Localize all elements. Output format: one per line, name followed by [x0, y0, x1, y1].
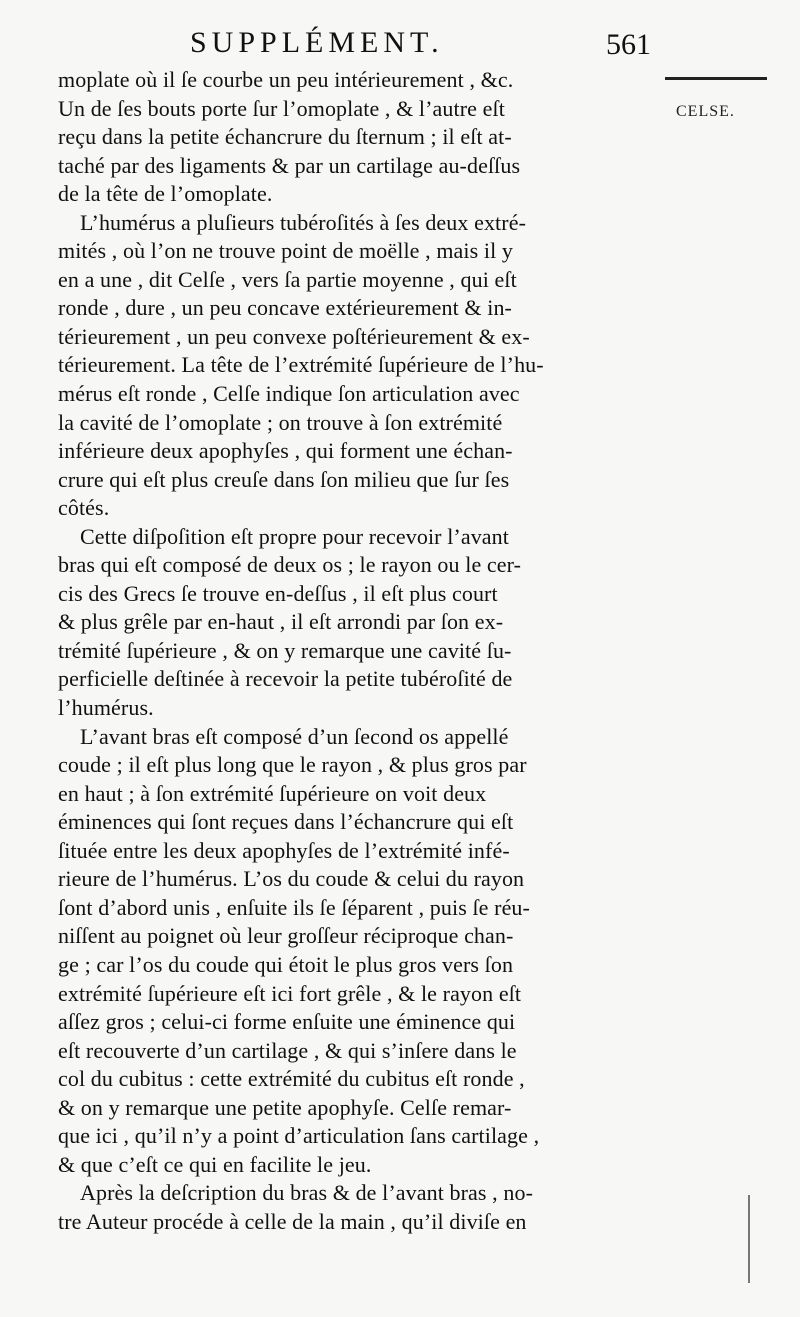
text-line: Un de ſes bouts porte ſur l’omoplate , & l’autre eſt — [58, 95, 505, 121]
text-line: L’avant bras eſt composé d’un ſecond os appellé — [80, 723, 509, 749]
text-line: côtés. — [58, 495, 110, 521]
text-line: taché par des ligaments & par un cartilage au-deſſus — [58, 152, 521, 178]
text-line: coude ; il eſt plus long que le rayon , & plus gros par — [58, 752, 527, 778]
text-line: mérus eſt ronde , Celſe indique ſon articulation avec — [58, 381, 520, 407]
text-line: ſituée entre les deux apophyſes de l’extrémité infé- — [58, 837, 510, 863]
text-line: de la tête de l’omoplate. — [58, 181, 273, 207]
text-line: trémité ſupérieure , & on y remarque une cavité ſu- — [58, 637, 512, 663]
text-line: en haut ; à ſon extrémité ſupérieure on voit deux — [58, 780, 487, 806]
text-line: bras qui eſt composé de deux os ; le rayon ou le cer- — [58, 552, 522, 578]
text-line: perficielle deſtinée à recevoir la petite tubéroſité de — [58, 666, 513, 692]
text-line: que ici , qu’il n’y a point d’articulation ſans cartilage , — [58, 1123, 540, 1149]
text-line: en a une , dit Celſe , vers ſa partie moyenne , qui eſt — [58, 266, 517, 292]
page-number: 561 — [606, 28, 651, 61]
text-line: crure qui eſt plus creuſe dans ſon milieu que ſur ſes — [58, 466, 510, 492]
text-line: reçu dans la petite échancrure du ſternum ; il eſt at- — [58, 124, 512, 150]
text-line: moplate où il ſe courbe un peu intérieurement , &c. — [58, 67, 514, 92]
text-line: térieurement , un peu convexe poſtérieurement & ex- — [58, 323, 530, 349]
text-line: inférieure deux apophyſes , qui forment une échan- — [58, 438, 513, 464]
text-line: niſſent au poignet où leur groſſeur réciproque chan- — [58, 923, 514, 949]
text-line: rieure de l’humérus. L’os du coude & celui du rayon — [58, 866, 525, 892]
text-line: éminences qui ſont reçues dans l’échancrure qui eſt — [58, 809, 514, 835]
text-line: & on y remarque une petite apophyſe. Celſe remar- — [58, 1094, 512, 1120]
text-line: eſt recouverte d’un cartilage , & qui s’inſere dans le — [58, 1037, 517, 1063]
text-line: térieurement. La tête de l’extrémité ſupérieure de l’hu- — [58, 352, 544, 378]
text-line: ge ; car l’os du coude qui étoit le plus gros vers ſon — [58, 951, 514, 977]
running-head — [0, 26, 800, 66]
text-line: Après la deſcription du bras & de l’avant bras , no- — [80, 1180, 534, 1206]
text-line: ſont d’abord unis , enſuite ils ſe ſéparent , puis ſe réu- — [58, 894, 530, 920]
text-line: & que c’eſt ce qui en facilite le jeu. — [58, 1151, 372, 1177]
body-text — [58, 66, 668, 1236]
text-line: col du cubitus : cette extrémité du cubitus eſt ronde , — [58, 1066, 525, 1092]
text-line: cis des Grecs ſe trouve en-deſſus , il eſt plus court — [58, 580, 498, 606]
text-line: aſſez gros ; celui-ci forme enſuite une éminence qui — [58, 1009, 516, 1035]
text-line: tre Auteur procéde à celle de la main , qu’il diviſe en — [58, 1208, 527, 1234]
text-line: mités , où l’on ne trouve point de moëlle , mais il y — [58, 238, 513, 264]
text-line: extrémité ſupérieure eſt ici fort grêle , & le rayon eſt — [58, 980, 522, 1006]
margin-note: CELSE. — [676, 103, 735, 120]
text-line: ronde , dure , un peu concave extérieurement & in- — [58, 295, 512, 321]
text-line: la cavité de l’omoplate ; on trouve à ſon extrémité — [58, 409, 503, 435]
text-line: & plus grêle par en-haut , il eſt arrondi par ſon ex- — [58, 609, 504, 635]
running-title: SUPPLÉMENT. — [190, 26, 444, 59]
text-line: l’humérus. — [58, 695, 154, 721]
page-edge-mark — [748, 1195, 750, 1283]
text-line: Cette diſpoſition eſt propre pour recevoir l’avant — [80, 523, 509, 549]
text-line: L’humérus a pluſieurs tubéroſités à ſes deux extré- — [80, 209, 526, 235]
margin-rule — [665, 77, 767, 80]
